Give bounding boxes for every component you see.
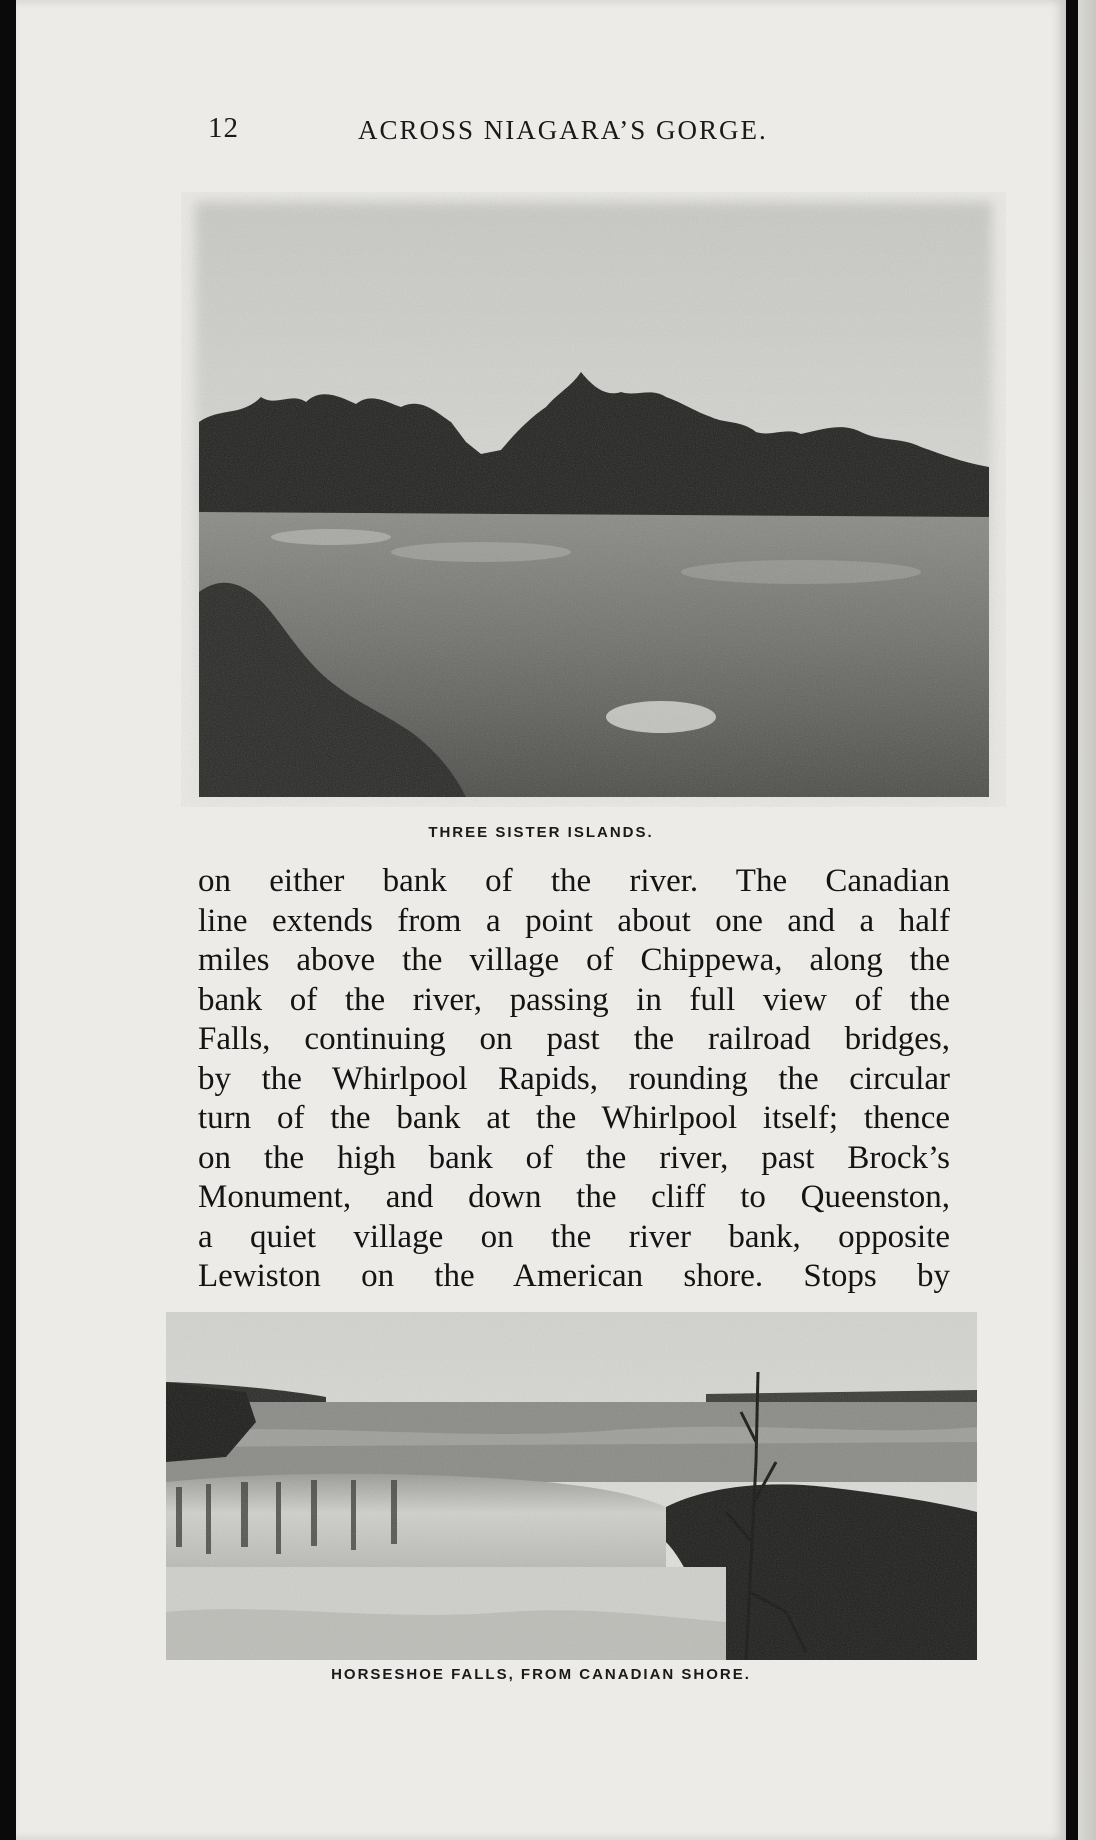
text-line: miles above the village of Chippewa, along the (198, 942, 950, 978)
book-page (16, 0, 1066, 1840)
text-line: Falls, continuing on past the railroad bridges, (198, 1021, 950, 1057)
page-number: 12 (208, 112, 239, 144)
text-line: Lewiston on the American shore. Stops by (198, 1258, 950, 1294)
running-head (16, 112, 1066, 152)
text-line: on either bank of the river. The Canadian (198, 863, 950, 899)
text-line: line extends from a point about one and a half (198, 902, 950, 939)
page-edge (1066, 0, 1096, 1840)
photo-three-sister-islands (181, 192, 1006, 807)
text-line: bank of the river, passing in full view of the (198, 981, 950, 1018)
text-line: a quiet village on the river bank, opposite (198, 1218, 950, 1255)
photo-horseshoe-falls (166, 1312, 977, 1660)
text-line: Monument, and down the cliff to Queenston, (198, 1179, 950, 1215)
text-line: on the high bank of the river, past Brock’s (198, 1139, 950, 1176)
running-title: ACROSS NIAGARA’S GORGE. (358, 115, 768, 145)
text-line: turn of the bank at the Whirlpool itself; thence (198, 1100, 950, 1136)
body-text (198, 862, 950, 1297)
figure-caption: THREE SISTER ISLANDS. (428, 824, 654, 841)
text-line: by the Whirlpool Rapids, rounding the circular (198, 1060, 950, 1097)
figure-caption: HORSESHOE FALLS, FROM CANADIAN SHORE. (331, 1666, 751, 1683)
